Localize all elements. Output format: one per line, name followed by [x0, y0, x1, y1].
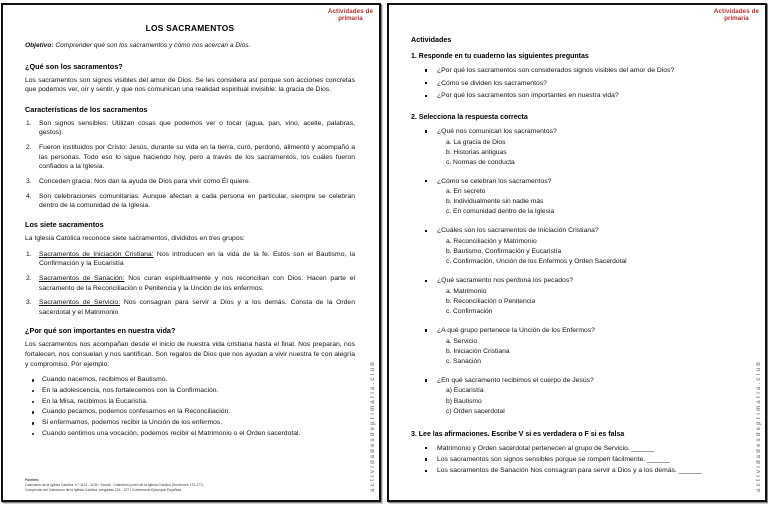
left-page-content — [3, 5, 379, 500]
footnote-block — [25, 478, 349, 493]
option-list — [446, 187, 741, 217]
list-item: Matrimonio y Orden sacerdotal pertenecen al grupo de Servicio. ______ — [411, 444, 741, 454]
activity-3-heading: 3. Lee las afirmaciones. Escribe V si es verdadera o F si es falsa — [411, 430, 625, 438]
list-item — [25, 192, 355, 211]
section-paragraph-siete: La Iglesia Católica reconoce siete sacramentos, divididos en tres grupos: — [25, 234, 245, 242]
option-item[interactable]: a. Servicio — [446, 337, 478, 345]
objective-line — [25, 42, 355, 51]
list-item-text: Nos consagran para servir a Dios y a los demás. Consta de la Orden sacerdotal y el Matrimonio — [39, 299, 355, 316]
option-list — [446, 386, 741, 416]
section-heading-importancia: ¿Por qué son importantes en nuestra vida? — [25, 326, 176, 336]
footnote-heading: Fuentes: — [25, 477, 40, 482]
option-list — [446, 138, 741, 168]
brand-line-2: primaria — [724, 14, 749, 22]
list-item-marker: 4. — [26, 192, 32, 200]
left-page — [1, 3, 381, 502]
brand-line-1: Actividades de — [327, 8, 373, 15]
list-item: Cuando sentimos una vocación, podemos recibir el Matrimonio o el Orden sacerdotal. — [25, 429, 355, 439]
option-item[interactable]: c. Confirmación — [446, 308, 493, 315]
question-text: ¿Cómo se dividen los sacramentos? — [437, 79, 547, 87]
list-item-text: Aunque afectan a cada persona en particular, siempre se celebran dentro de la comunidad de la Iglesia. — [39, 192, 355, 210]
list-item-marker: 1. — [26, 250, 32, 258]
option-item[interactable]: a) Eucaristía — [446, 387, 484, 395]
option-list — [446, 337, 741, 367]
multiple-choice-question — [411, 127, 741, 168]
multiple-choice-question — [411, 326, 741, 367]
brand-line-1: Actividades de — [713, 8, 759, 15]
list-item: Si enfermamos, podemos recibir la Unción de los enfermos. — [25, 418, 355, 428]
side-watermark-right: actividadesdeprimaria.club — [756, 360, 762, 492]
caracteristicas-list — [25, 119, 355, 211]
list-item-lead: Sacramentos de Sanación: — [39, 274, 125, 282]
right-page — [387, 3, 767, 502]
option-item[interactable]: a. En secreto — [446, 188, 486, 196]
list-item — [25, 119, 355, 138]
list-item-marker: 2. — [26, 274, 32, 282]
list-item: En la Misa, recibimos la Eucaristía. — [25, 397, 355, 407]
list-item: Los sacramentos de Sanación Nos consagran para servir a Dios y a los demás. ______ — [411, 466, 741, 476]
page-title: LOS SACRAMENTOS — [145, 23, 235, 33]
option-list — [446, 237, 741, 267]
multiple-choice-question — [411, 177, 741, 218]
option-item[interactable]: a. Matrimonio — [446, 287, 487, 295]
activity-3-statement-list — [411, 444, 741, 477]
section-heading-caracteristicas: Características de los sacramentos — [25, 104, 148, 114]
option-item[interactable]: c. En comunidad dentro de la Iglesia — [446, 208, 555, 216]
option-item[interactable]: a. Reconciliación y Matrimonio — [446, 238, 537, 246]
list-item-text: Nos dan la ayuda de Dios para vivir como Él quiere. — [92, 178, 251, 186]
list-item — [25, 177, 355, 187]
question-text: ¿Cuáles son los sacramentos de Iniciación Cristiana? — [437, 227, 599, 235]
list-item-lead: Sacramentos de Iniciación Cristiana: — [39, 250, 154, 258]
option-item[interactable]: c) Orden sacerdotal — [446, 407, 505, 415]
list-item-text: Jesús, durante su vida en la tierra, curó, perdonó, alimentó y acompañó a las personas. Todo eso lo sigue haciendo hoy, pero a través de los sacramentos, los cuáles fueron confiados a la Iglesia. — [39, 144, 355, 171]
brand-line-2: primaria — [338, 14, 363, 22]
list-item: Los sacramentos son signos sensibles porque se rompen fácilmente. ______ — [411, 455, 741, 465]
list-item-text: Nos introducen en la vida de la fe. Estos son el Bautismo, la Confirmación y la Eucaristía — [39, 250, 355, 268]
list-item-marker: 2. — [26, 144, 32, 152]
option-item[interactable]: b. Iniciación Cristiana — [446, 347, 510, 355]
objective-label: Objetivo: — [25, 42, 54, 49]
question-item — [411, 66, 741, 76]
list-item-lead: Sacramentos de Servicio: — [39, 299, 121, 307]
question-text: ¿Qué nos comunican los sacramentos? — [437, 127, 557, 135]
question-item — [411, 79, 741, 89]
option-item[interactable]: a. La gracia de Dios — [446, 138, 506, 146]
activity-1-question-list — [411, 66, 741, 101]
option-item[interactable]: b. Bautismo, Confirmación y Eucaristía — [446, 248, 562, 256]
list-item — [25, 143, 355, 172]
objective-text: Comprender qué son los sacramentos y cómo nos acercan a Dios. — [53, 42, 251, 49]
list-item-marker: 1. — [26, 119, 32, 127]
list-item — [25, 250, 355, 269]
importancia-bullet-list — [25, 375, 355, 439]
question-text: ¿Qué sacramento nos perdona los pecados? — [437, 277, 574, 285]
list-item-lead: Fueron instituidos por Cristo: — [39, 144, 127, 152]
question-text: ¿Por qué los sacramentos son importantes en nuestra vida? — [437, 92, 619, 100]
question-item — [411, 91, 741, 101]
section-paragraph-que-son: Los sacramentos son signos visibles del amor de Dios. Se les considera así porque son acciones concretas que podemos ver, oír y sentir, y que nos comunican una realidad espiritual invisible: la gracia de Dios. — [25, 76, 355, 94]
option-item[interactable]: b. Reconciliación o Penitencia — [446, 297, 536, 305]
question-text: ¿Cómo se celebran los sacramentos? — [437, 177, 552, 185]
option-item[interactable]: c. Confirmación, Unción de los Enfermos y Orden Sacerdotal — [446, 258, 627, 266]
list-item-lead: Son signos sensibles: — [39, 119, 109, 127]
multiple-choice-question — [411, 376, 741, 417]
multiple-choice-question — [411, 226, 741, 267]
question-text: ¿En qué sacramento recibimos el cuerpo de Jesús? — [437, 376, 594, 384]
footnote-line-2: Compendio del Catecismo de la Iglesia Católica, preguntas 224 - 227 / Conferencia Episcopal Española. — [25, 487, 183, 492]
option-item[interactable]: b) Bautismo — [446, 397, 482, 405]
activity-2-heading: 2. Selecciona la respuesta correcta — [411, 113, 528, 121]
option-item[interactable]: b. Historias antiguas — [446, 148, 507, 156]
section-paragraph-importancia: Los sacramentos nos acompañan desde el inicio de nuestra vida cristiana hasta el final. Nos preparan, nos fortalecen, nos consuelan y nos santifican. Son regalos de Dios que nos ayudan a vivir nuestra fe con alegría y compromiso. Por ejemplo: — [25, 341, 355, 368]
list-item-lead: Son celebraciones comunitarias: — [39, 192, 140, 200]
right-page-content — [389, 5, 765, 500]
section-heading-que-son: ¿Qué son los sacramentos? — [25, 61, 123, 71]
list-item-lead: Conceden gracia: — [39, 178, 93, 186]
list-item: Cuando nacemos, recibimos el Bautismo. — [25, 375, 355, 385]
side-watermark-left: actividadesdeprimaria.club — [370, 360, 376, 492]
activities-title: Actividades — [411, 35, 452, 44]
list-item-marker: 3. — [26, 178, 32, 186]
option-item[interactable]: c. Sanación — [446, 357, 481, 365]
list-item: Cuando pecamos, podemos confesarnos en la Reconciliación. — [25, 407, 355, 417]
list-item-text: Utilizan cosas que podemos ver o tocar (agua, pan, vino, aceite, palabras, gestos). — [39, 119, 355, 137]
list-item — [25, 298, 355, 317]
question-text: ¿Por qué los sacramentos son considerados signos visibles del amor de Dios? — [437, 67, 675, 74]
multiple-choice-question — [411, 276, 741, 317]
activity-1-heading: 1. Responde en tu cuaderno las siguientes preguntas — [411, 53, 589, 60]
siete-sacramentos-list — [25, 250, 355, 318]
activity-2-question-list — [411, 127, 741, 417]
option-item[interactable]: c. Normas de conducta — [446, 158, 515, 166]
question-text: ¿A qué grupo pertenece la Unción de los Enfermos? — [437, 327, 595, 335]
footnote-line-1: Catecismo de la Iglesia Católica, n.º 1113 - 1134 / Youcat - Catecismo joven de la Iglesia Católica (Secciones 170-277). — [25, 482, 204, 487]
list-item-marker: 3. — [26, 299, 32, 307]
list-item — [25, 274, 355, 293]
list-item: En la adolescencia, nos fortalecemos con la Confirmación. — [25, 386, 355, 396]
section-heading-siete: Los siete sacramentos — [25, 219, 104, 229]
list-item-text: Nos curan espiritualmente y nos reconcilian con Dios. Hacen parte el sacramento de la Reconciliación o Penitencia y la Unción de los enfermos. — [39, 274, 355, 292]
option-item[interactable]: b. Individualmente sin nadie más — [446, 198, 544, 206]
option-list — [446, 287, 741, 317]
